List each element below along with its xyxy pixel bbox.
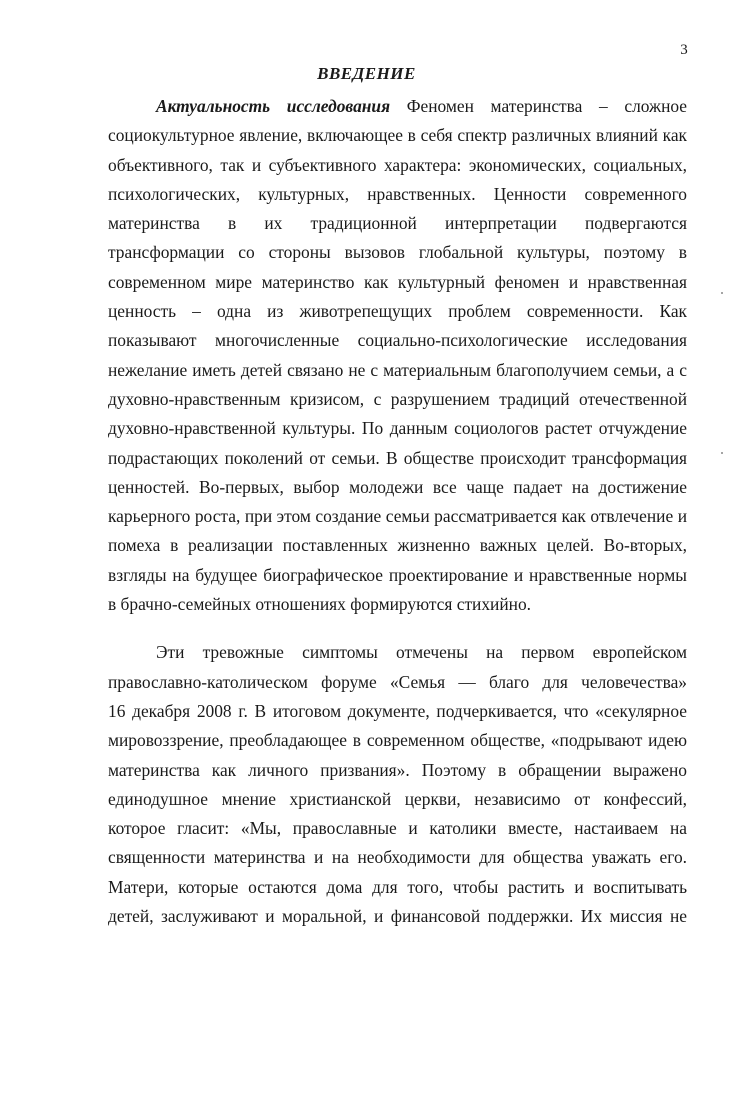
paragraph-line: показывают многочисленные социально-психологические исследования	[108, 330, 687, 351]
paragraph-gap	[108, 619, 687, 638]
paragraph-line: социокультурное явление, включающее в себя спектр различных влияний как	[108, 125, 687, 146]
section-heading: ВВЕДЕНИЕ	[317, 64, 416, 83]
paragraph-1	[108, 92, 687, 619]
lead-phrase: Актуальность исследования	[156, 96, 391, 116]
paragraph-line: духовно-нравственной культуры. По данным социологов растет отчуждение	[108, 418, 687, 439]
paragraph-line: трансформации со стороны вызовов глобальной культуры, поэтому в	[108, 242, 687, 263]
paragraph-line: православно-католическом форуме «Семья — благо для человечества»	[108, 671, 687, 692]
paragraph-line: карьерного роста, при этом создание семьи рассматривается как отвлечение и	[108, 506, 687, 527]
paragraph-line: Эти тревожные симптомы отмечены на первом европейском	[156, 642, 687, 663]
paragraph-line: материнства в их традиционной интерпретации подвергаются	[108, 213, 687, 234]
scan-speck	[721, 452, 723, 454]
paragraph-line: детей, заслуживают и моральной, и финансовой поддержки. Их миссия не	[108, 906, 687, 927]
paragraph-line: материнства как личного призвания». Поэтому в обращении выражено	[108, 759, 687, 780]
paragraph-line: помеха в реализации поставленных жизненно важных целей. Во-вторых,	[108, 535, 687, 556]
paragraph-line: которое гласит: «Мы, православные и католики вместе, настаиваем на	[108, 818, 687, 839]
paragraph-line: психологических, культурных, нравственных. Ценности современного	[108, 183, 687, 204]
paragraph-line: взгляды на будущее биографическое проектирование и нравственные нормы	[108, 564, 687, 585]
scan-speck	[721, 292, 723, 294]
paragraph-line: священности материнства и на необходимости для общества уважать его.	[108, 847, 687, 868]
paragraph-line: ценностей. Во-первых, выбор молодежи все чаще падает на достижение	[108, 476, 687, 497]
page-number: 3	[680, 42, 688, 58]
document-body	[108, 92, 687, 931]
paragraph-line: духовно-нравственным кризисом, с разрушением традиций отечественной	[108, 388, 687, 409]
paragraph-line: нежелание иметь детей связано не с материальным благополучием семьи, а с	[108, 359, 687, 380]
paragraph-2	[108, 638, 687, 931]
paragraph-line: современном мире материнство как культурный феномен и нравственная	[108, 271, 687, 292]
paragraph-line: Матери, которые остаются дома для того, чтобы растить и воспитывать	[108, 876, 687, 897]
paragraph-line: объективного, так и субъективного характера: экономических, социальных,	[108, 154, 687, 175]
paragraph-line: единодушное мнение христианской церкви, независимо от конфессий,	[108, 788, 687, 809]
paragraph-line: ценность – одна из животрепещущих проблем современности. Как	[108, 301, 687, 322]
paragraph-line: в брачно-семейных отношениях формируются стихийно.	[108, 594, 532, 615]
paragraph-line: 16 декабря 2008 г. В итоговом документе, подчеркивается, что «секулярное	[108, 700, 687, 721]
paragraph-line: мировоззрение, преобладающее в современном обществе, «подрывают идею	[108, 730, 687, 751]
paragraph-line: подрастающих поколений от семьи. В обществе происходит трансформация	[108, 447, 687, 468]
paragraph-line: Актуальность исследования Феномен материнства – сложное	[156, 96, 687, 116]
